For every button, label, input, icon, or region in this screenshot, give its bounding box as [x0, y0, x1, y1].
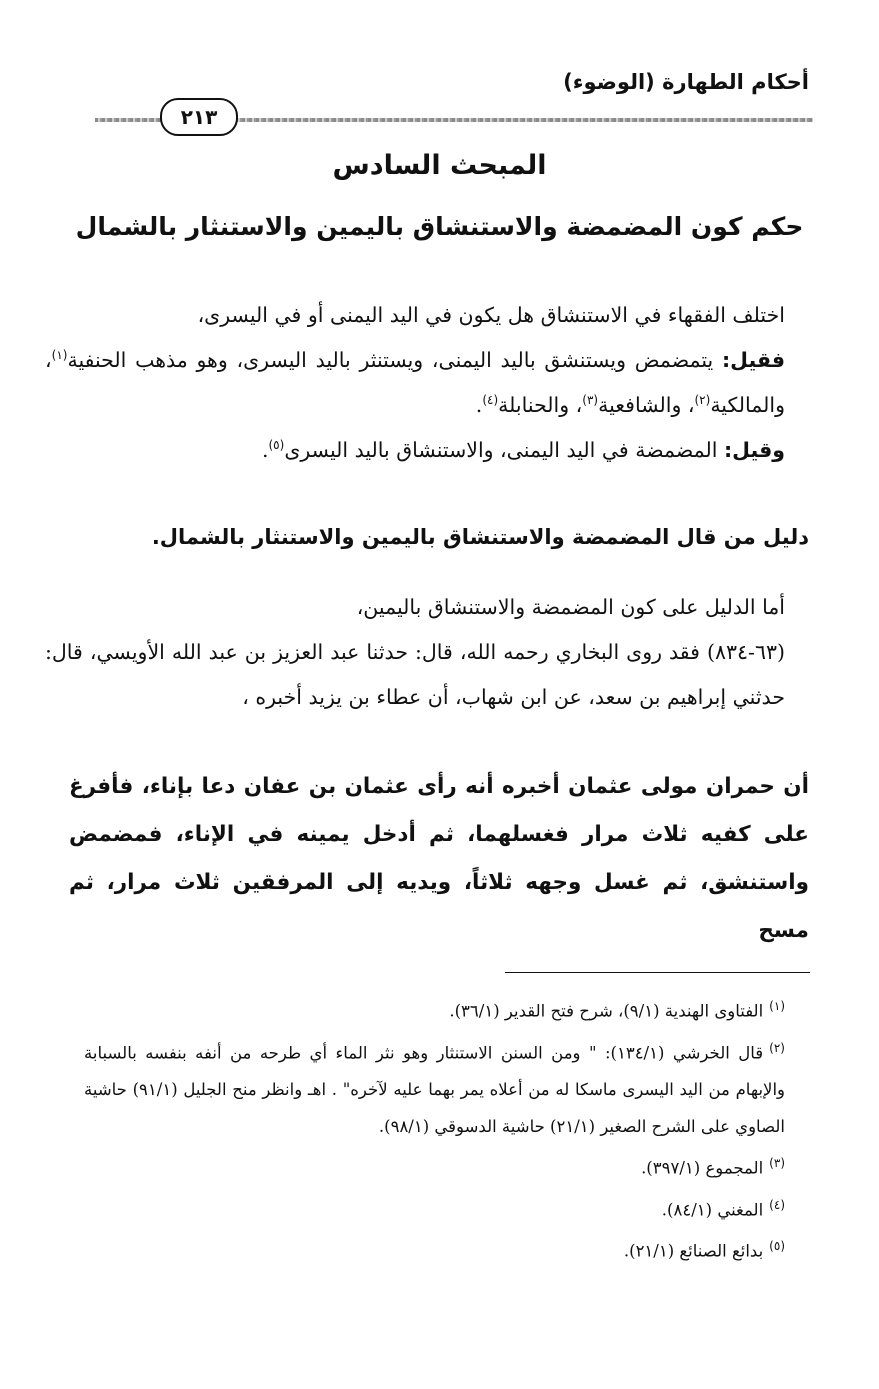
evidence-intro-text: أما الدليل على كون المضمضة والاستنشاق باليمين، [356, 595, 785, 619]
intro-paragraph [45, 293, 809, 338]
opinion-2-paragraph [45, 428, 809, 473]
opinion-1-text: يتمضمض ويستنشق باليد اليمنى، ويستنثر باليد اليسرى، وهو مذهب الحنفية [67, 348, 714, 372]
hadith-text: أن حمران مولى عثمان أخبره أنه رأى عثمان بن عفان دعا بإناء، فأفرغ على كفيه ثلاث مرار فغسلهما، ثم أدخل يمينه في الإناء، فمضمض واستنشق، ثم غسل وجهه ثلاثاً، ويديه إلى المرفقين ثلاث مرار، ثم مسح [69, 774, 809, 943]
footnote-mark: (٢) [769, 1040, 785, 1055]
evidence-heading: دليل من قال المضمضة والاستنشاق باليمين والاستنثار بالشمال. [151, 525, 809, 549]
section-title: حكم كون المضمضة والاستنشاق باليمين والاستنثار بالشمال [75, 212, 804, 241]
narration-number: (٦٣-٨٣٤) [706, 640, 785, 664]
footnote-ref-5: (٥) [268, 438, 285, 453]
section-label: المبحث السادس [332, 150, 547, 181]
footnote-ref-3: (٣) [582, 393, 599, 408]
opinion-2-label: وقيل: [723, 438, 785, 462]
opinion-1-label: فقيل: [721, 348, 785, 372]
opinion-1-hanbali: ، والحنابلة [498, 393, 583, 417]
footnote-separator [505, 972, 810, 973]
opinion-2-end: . [261, 438, 269, 462]
opinion-2-text: المضمضة في اليد اليمنى، والاستنشاق باليد اليسرى [284, 438, 718, 462]
footnote-3 [84, 1145, 809, 1187]
narration-text: فقد روى البخاري رحمه الله، قال: حدثنا عبد العزيز بن عبد الله الأويسي، قال: حدثني إبراهيم بن سعد، عن ابن شهاب، أن عطاء بن يزيد أخبره ، [45, 640, 785, 709]
footnote-mark: (١) [769, 999, 785, 1013]
footnote-mark: (٤) [769, 1197, 785, 1212]
footnote-text: قال الخرشي (١٣٤/١): " ومن السنن الاستنثار وهو نثر الماء أي طرحه من أنفه بنفسه بالسبابة والإبهام من اليد اليسرى ماسكا له من أعلاه يمر بهما عليه لآخره" . اهـ وانظر منح الجليل (٩١/١) حاشية الصاوي على الشرح الصغير (٢١/١) حاشية الدسوقي (٩٨/١). [84, 1043, 785, 1136]
footnote-mark: (٥) [769, 1239, 785, 1253]
footnotes [84, 988, 809, 1270]
footnote-5 [84, 1228, 809, 1270]
footnote-4 [84, 1187, 809, 1229]
opinion-1-maliki: ، والمالكية [45, 348, 785, 417]
footnote-1 [84, 988, 809, 1030]
footnote-mark: (٣) [769, 1156, 785, 1170]
opinion-1-end: . [475, 393, 483, 417]
footnote-ref-2: (٢) [694, 393, 711, 408]
opinion-1-shafii: ، والشافعية [598, 393, 695, 417]
running-header-title: أحكام الطهارة (الوضوء) [563, 70, 809, 94]
intro-text: اختلف الفقهاء في الاستنشاق هل يكون في اليد اليمنى أو في اليسرى، [197, 303, 785, 327]
footnote-text: الفتاوى الهندية (٩/١)، شرح فتح القدير (٣٦/١). [449, 1001, 764, 1021]
footnote-text: المجموع (٣٩٧/١). [641, 1158, 764, 1178]
footnote-2 [84, 1030, 809, 1146]
page-number: ٢١٣ [160, 98, 238, 136]
footnote-ref-4: (٤) [482, 393, 499, 408]
footnote-ref-1: (١) [51, 348, 68, 363]
narration-paragraph [45, 630, 809, 720]
footnote-text: بدائع الصنائع (٢١/١). [623, 1241, 764, 1261]
evidence-intro [45, 585, 809, 630]
footnote-text: المغني (٨٤/١). [661, 1200, 764, 1219]
opinion-1-paragraph [45, 338, 809, 428]
